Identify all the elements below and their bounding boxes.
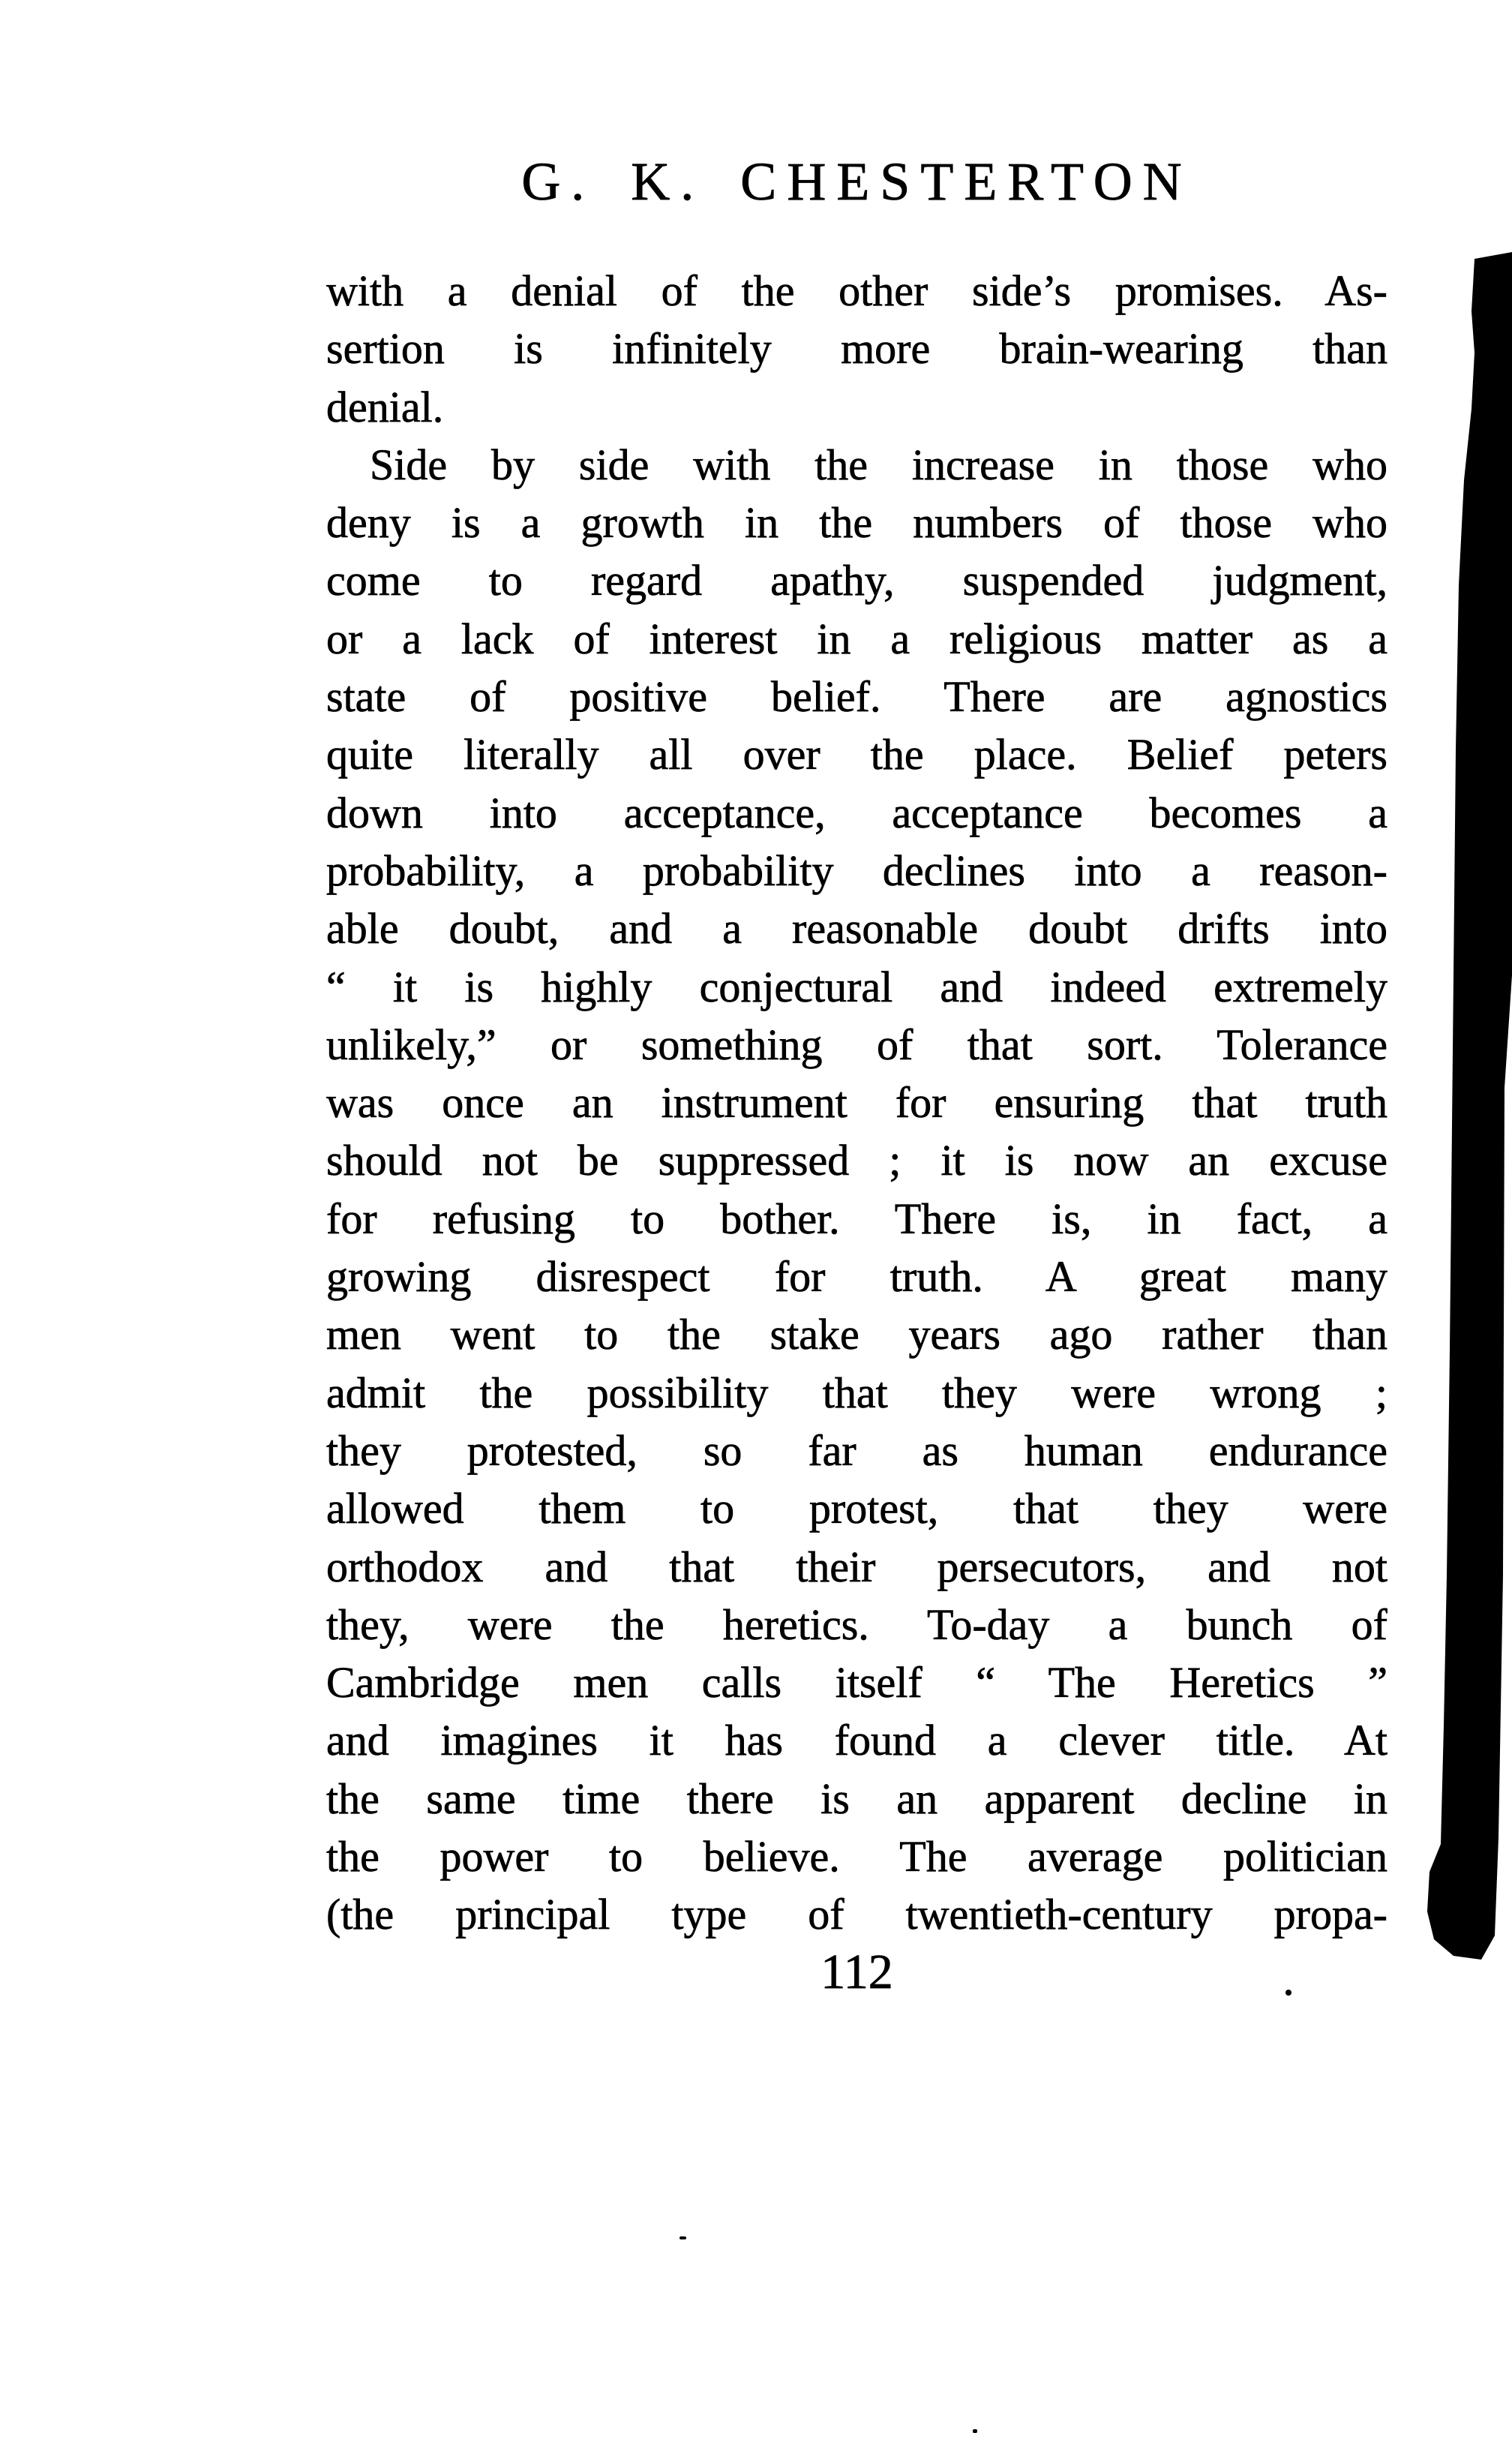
- text-line: for refusing to bother. There is, in fact, a: [326, 1194, 1388, 1243]
- text-line: the power to believe. The average politician: [326, 1832, 1388, 1882]
- text-line: growing disrespect for truth. A great many: [326, 1252, 1388, 1302]
- text-line: they, were the heretics. To-day a bunch of: [326, 1599, 1388, 1649]
- text-line: sertion is infinitely more brain-wearing than: [326, 324, 1388, 374]
- text-line: come to regard apathy, suspended judgment,: [326, 556, 1388, 605]
- text-line: Cambridge men calls itself “ The Heretics ”: [326, 1658, 1388, 1708]
- text-line: allowed them to protest, that they were: [326, 1484, 1388, 1533]
- running-head: G. K. CHESTERTON: [521, 152, 1192, 212]
- text-line: probability, a probability declines into a reason-: [326, 846, 1388, 895]
- text-line: or a lack of interest in a religious matter as a: [326, 614, 1388, 663]
- text-line: the same time there is an apparent decline in: [326, 1774, 1388, 1823]
- ink-speck: [680, 2236, 686, 2239]
- text-line: with a denial of the other side’s promises. As-: [326, 266, 1388, 315]
- text-line: state of positive belief. There are agnostics: [326, 672, 1388, 722]
- text-line: unlikely,” or something of that sort. Tolerance: [326, 1020, 1388, 1069]
- ink-speck: [973, 2429, 977, 2433]
- ink-speck: [1286, 1990, 1292, 1996]
- text-line: denial.: [326, 382, 444, 431]
- text-line: orthodox and that their persecutors, and not: [326, 1542, 1388, 1591]
- text-line: (the principal type of twentieth-century propa-: [326, 1890, 1388, 1939]
- page-number: 112: [820, 1945, 893, 1999]
- text-line: quite literally all over the place. Belief peters: [326, 730, 1388, 779]
- text-line: down into acceptance, acceptance becomes a: [326, 788, 1388, 837]
- text-line: deny is a growth in the numbers of those who: [326, 498, 1388, 548]
- text-line: and imagines it has found a clever title. At: [326, 1716, 1388, 1765]
- text-line: Side by side with the increase in those who: [370, 440, 1388, 489]
- text-line: “ it is highly conjectural and indeed extremely: [326, 962, 1388, 1011]
- text-line: should not be suppressed ; it is now an excuse: [326, 1136, 1388, 1185]
- text-line: admit the possibility that they were wrong ;: [326, 1368, 1388, 1417]
- body-text: [326, 262, 1388, 1944]
- text-line: men went to the stake years ago rather than: [326, 1310, 1388, 1359]
- text-line: they protested, so far as human endurance: [326, 1425, 1388, 1475]
- text-line: able doubt, and a reasonable doubt drifts into: [326, 904, 1388, 954]
- text-line: was once an instrument for ensuring that truth: [326, 1078, 1388, 1128]
